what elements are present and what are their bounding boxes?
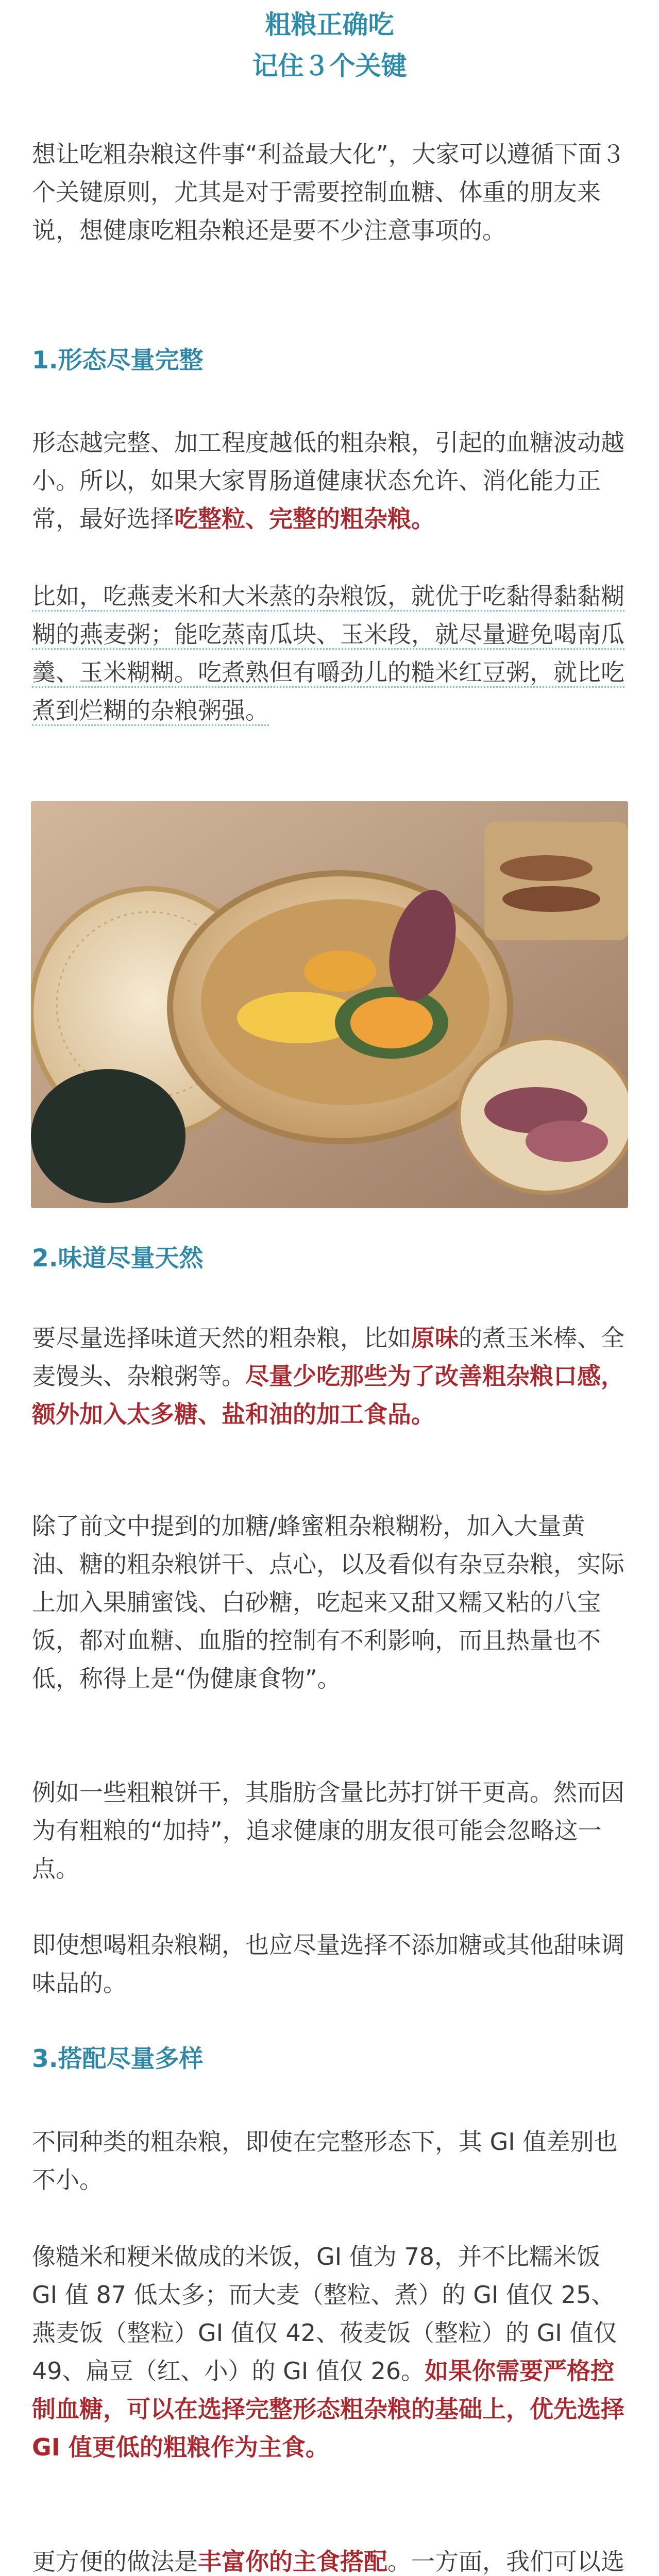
section-3-paragraph-1: 不同种类的粗杂粮，即使在完整形态下，其 GI 值差别也不小。 xyxy=(32,2128,618,2194)
section-3-heading: 3.搭配尽量多样 xyxy=(32,2045,204,2073)
section-1-paragraph-2 xyxy=(32,577,627,730)
section-1-paragraph-1 xyxy=(32,423,627,538)
section-2-p1-text-a: 要尽量选择味道天然的粗杂粮，比如 xyxy=(32,1324,411,1352)
section-3-p3-text-c: 。一方面，我们可以选 xyxy=(387,2548,624,2575)
section-3-p2-text: 像糙米和粳米做成的米饭，GI 值为 78，并不比糯米饭 GI 值 87 低太多；而大麦（整粒、煮）的 GI 值仅 25、燕麦饭（整粒）GI 值仅 42、莜麦饭（整粒）的 GI 值仅 49、扁豆（红、小）的 GI 值仅 26。 xyxy=(32,2243,617,2385)
section-2-paragraph-2: 除了前文中提到的加糖/蜂蜜粗杂粮糊粉，加入大量黄油、糖的粗杂粮饼干、点心，以及看似有杂豆杂粮，实际上加入果脯蜜饯、白砂糖，吃起来又甜又糯又粘的八宝饭，都对血糖、血脂的控制有不利影响，而且热量也不低，称得上是“伪健康食物”。 xyxy=(32,1512,624,1692)
section-2-heading: 2.味道尽量天然 xyxy=(32,1244,204,1273)
section-2-p1-original: 原味 xyxy=(411,1324,459,1352)
title-line-1: 粗粮正确吃 xyxy=(265,10,394,40)
section-3-paragraph-3 xyxy=(32,2543,627,2576)
coarse-grains-photo xyxy=(31,801,628,1208)
section-2-paragraph-1 xyxy=(32,1319,627,1433)
section-2-p1-text-c: 的煮玉米棒、全麦馒头、杂粮粥等。 xyxy=(32,1324,624,1390)
section-2-p1-emphasis: 尽量少吃那些为了改善粗杂粮口感，额外加入太多糖、盐和油的加工食品。 xyxy=(32,1362,624,1428)
section-3-p3-text-a: 更方便的做法是 xyxy=(32,2548,198,2575)
section-1-p1-emphasis: 吃整粒、完整的粗杂粮。 xyxy=(174,505,435,533)
title-line-2: 记住３个关键 xyxy=(252,51,407,81)
section-2-paragraph-3: 例如一些粗粮饼干，其脂肪含量比苏打饼干更高。然而因为有粗粮的“加持”，追求健康的朋友很可能会忽略这一点。 xyxy=(32,1778,624,1883)
section-1-p2-text: 比如，吃燕麦米和大米蒸的杂粮饭，就优于吃黏得黏黏糊糊的燕麦粥；能吃蒸南瓜块、玉米段，就尽量避免喝南瓜羹、玉米糊糊。吃煮熟但有嚼劲儿的糙米红豆粥，就比吃煮到烂糊的杂粮粥强。 xyxy=(32,582,624,726)
section-1-heading: 1.形态尽量完整 xyxy=(32,346,204,375)
intro-paragraph: 想让吃粗杂粮这件事“利益最大化”，大家可以遵循下面３个关键原则，尤其是对于需要控制血糖、体重的朋友来说，想健康吃粗杂粮还是要不少注意事项的。 xyxy=(32,140,626,244)
section-2-paragraph-4: 即使想喝粗杂粮糊，也应尽量选择不添加糖或其他甜味调味品的。 xyxy=(32,1931,624,1997)
section-3-paragraph-2 xyxy=(32,2238,627,2466)
section-3-p3-emphasis: 丰富你的主食搭配 xyxy=(198,2548,387,2575)
section-1-p1-text: 形态越完整、加工程度越低的粗杂粮，引起的血糖波动越小。所以，如果大家胃肠道健康状态允许、消化能力正常，最好选择 xyxy=(32,429,624,533)
section-3-p2-emphasis: 如果你需要严格控制血糖，可以在选择完整形态粗杂粮的基础上，优先选择 GI 值更低的粗粮作为主食。 xyxy=(32,2357,624,2461)
